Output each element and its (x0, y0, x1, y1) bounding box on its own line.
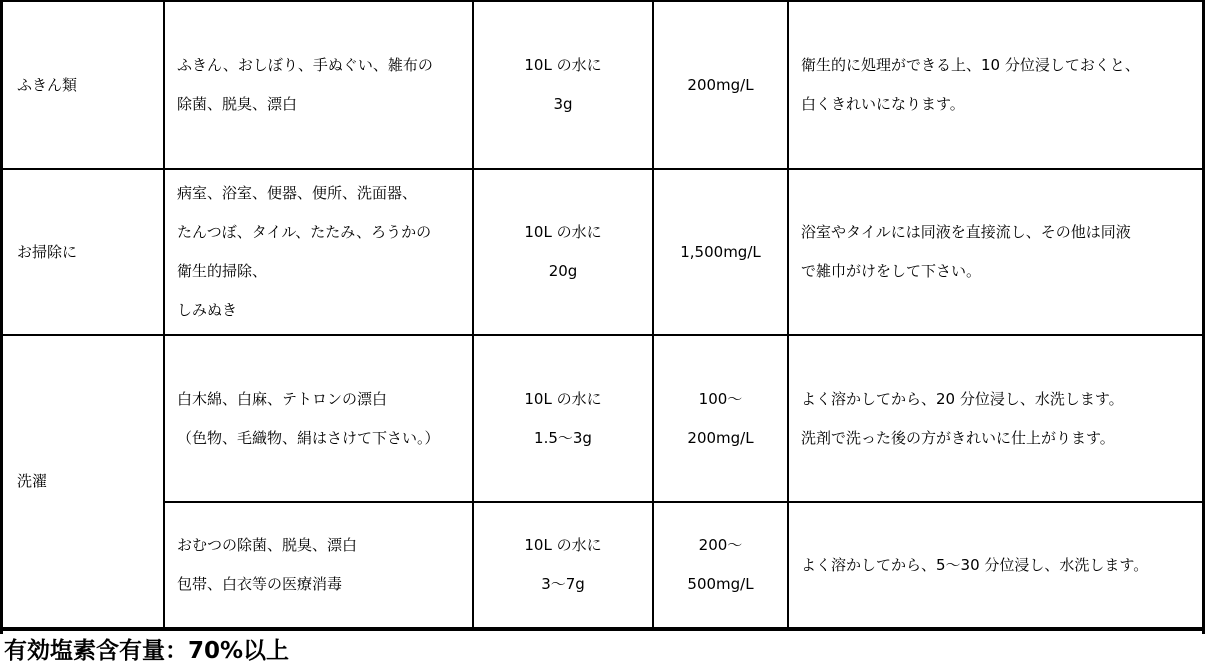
table-border-bottom (0, 627, 1205, 631)
category-cell (17, 2, 161, 168)
dilution-cell (474, 170, 652, 334)
uses-line: おむつの除菌、脱臭、漂白 (177, 536, 358, 554)
notes-cell (801, 336, 1201, 501)
dilution-line: 10L の水に (524, 536, 602, 554)
uses-line: 病室、浴室、便器、便所、洗面器、 (177, 184, 418, 202)
dilution-cell (474, 503, 652, 627)
notes-line: よく溶かしてから、20 分位浸し、水洗します。 (801, 389, 1124, 408)
notes-line: よく溶かしてから、5～30 分位浸し、水洗します。 (801, 555, 1149, 574)
table-border-right (1202, 0, 1205, 634)
uses-cell (177, 336, 469, 501)
concentration-line: 100～ (698, 389, 743, 408)
concentration-cell (654, 2, 787, 168)
concentration-line: 1,500mg/L (680, 242, 761, 261)
category-label: 洗濯 (17, 472, 48, 490)
dilution-line: 10L の水に (524, 223, 602, 241)
uses-line: 除菌、脱臭、漂白 (177, 95, 298, 113)
uses-line: たんつぼ、タイル、たたみ、ろうかの (177, 223, 432, 241)
dilution-cell (474, 336, 652, 501)
uses-line: 包帯、白衣等の医療消毒 (177, 575, 343, 593)
column-divider (787, 0, 789, 630)
dilution-line: 3g (553, 95, 573, 113)
concentration-line: 200mg/L (687, 428, 754, 447)
uses-cell (177, 170, 469, 334)
concentration-line: 500mg/L (687, 575, 754, 593)
concentration-cell (654, 170, 787, 334)
uses-line: （色物、毛織物、絹はさけて下さい。） (177, 428, 440, 447)
notes-line: 白くきれいになります。 (801, 95, 965, 113)
table-border-left (0, 0, 3, 634)
notes-line: 浴室やタイルには同液を直接流し、その他は同液 (801, 223, 1131, 241)
category-cell (17, 336, 161, 627)
dilution-line: 10L の水に (524, 56, 602, 74)
concentration-line: 200～ (698, 536, 743, 554)
notes-cell (801, 503, 1201, 627)
dilution-line: 1.5～3g (534, 428, 592, 447)
notes-cell (801, 170, 1201, 334)
concentration-line: 200mg/L (687, 75, 754, 94)
concentration-cell (654, 336, 787, 501)
notes-line: 衛生的に処理ができる上、10 分位浸しておくと、 (801, 56, 1140, 74)
notes-line: 洗剤で洗った後の方がきれいに仕上がります。 (801, 428, 1115, 447)
uses-cell (177, 2, 469, 168)
dilution-line: 10L の水に (524, 389, 602, 408)
column-divider (163, 0, 165, 630)
chlorine-content-note: 有効塩素含有量：70%以上 (4, 638, 290, 664)
uses-line: 衛生的掃除、 (177, 262, 268, 280)
uses-line: 白木綿、白麻、テトロンの漂白 (177, 389, 388, 408)
dilution-line: 20g (548, 262, 578, 280)
category-label: お掃除に (17, 242, 78, 261)
uses-line: しみぬき (177, 301, 238, 319)
dilution-line: 3～7g (541, 575, 585, 593)
concentration-cell (654, 503, 787, 627)
uses-cell (177, 503, 469, 627)
notes-cell (801, 2, 1201, 168)
notes-line: で雑巾がけをして下さい。 (801, 262, 982, 280)
uses-line: ふきん、おしぼり、手ぬぐい、雑布の (177, 56, 433, 74)
category-cell (17, 170, 161, 334)
dilution-cell (474, 2, 652, 168)
category-label: ふきん類 (17, 75, 78, 94)
